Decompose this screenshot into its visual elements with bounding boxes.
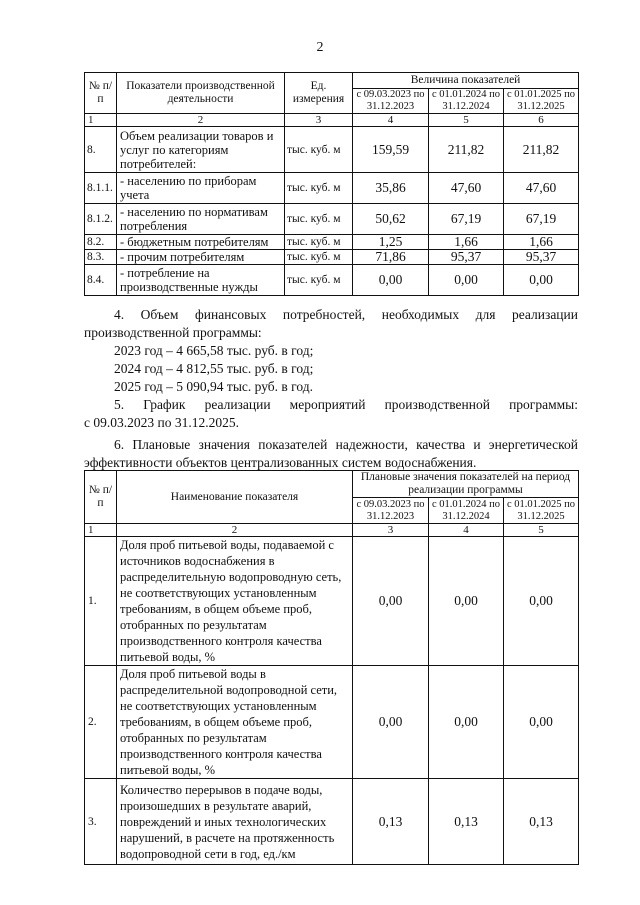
section-4-financial-needs bbox=[84, 306, 578, 396]
value-2025: 67,19 bbox=[504, 204, 579, 235]
reliability-indicators-table bbox=[84, 470, 579, 865]
row-unit: тыс. куб. м bbox=[285, 235, 353, 250]
section-5-schedule bbox=[84, 396, 578, 432]
section-4-title-line-1: 4. Объем финансовых потребностей, необходимых для реализации bbox=[114, 307, 578, 322]
value-2023: 71,86 bbox=[353, 250, 429, 265]
section-5-line-1: 5. График реализации мероприятий производственной программы: bbox=[114, 397, 578, 412]
row-name: Объем реализации товаров и услуг по категориям потребителей: bbox=[117, 127, 285, 173]
row-unit: тыс. куб. м bbox=[285, 265, 353, 296]
section-6-line-1: 6. Плановые значения показателей надежности, качества и энергетической bbox=[114, 437, 578, 452]
header-unit: Ед. измерения bbox=[285, 73, 353, 114]
col-number: 4 bbox=[353, 114, 429, 127]
row-number: 3. bbox=[85, 779, 117, 865]
col-number: 5 bbox=[429, 114, 504, 127]
table-row bbox=[85, 173, 579, 204]
row-number: 8.2. bbox=[85, 235, 117, 250]
section-4-item-2024: 2024 год – 4 812,55 тыс. руб. в год; bbox=[114, 361, 314, 376]
table-row bbox=[85, 204, 579, 235]
row-unit: тыс. куб. м bbox=[285, 204, 353, 235]
value-2025: 1,66 bbox=[504, 235, 579, 250]
col-number: 1 bbox=[85, 524, 117, 537]
table-row bbox=[85, 235, 579, 250]
col-number: 1 bbox=[85, 114, 117, 127]
production-indicators-table bbox=[84, 72, 579, 296]
value-2024: 47,60 bbox=[429, 173, 504, 204]
section-5-line-2: с 09.03.2023 по 31.12.2025. bbox=[84, 415, 239, 430]
value-2025: 211,82 bbox=[504, 127, 579, 173]
row-name: - населению по приборам учета bbox=[117, 173, 285, 204]
row-name: - прочим потребителям bbox=[117, 250, 285, 265]
col-number: 2 bbox=[117, 114, 285, 127]
value-2024: 211,82 bbox=[429, 127, 504, 173]
col-number: 5 bbox=[504, 524, 579, 537]
value-2023: 0,00 bbox=[353, 265, 429, 296]
header-indicator: Наименование показателя bbox=[117, 471, 353, 524]
row-unit: тыс. куб. м bbox=[285, 250, 353, 265]
row-number: 1. bbox=[85, 537, 117, 666]
table-row bbox=[85, 265, 579, 296]
header-period-2025: с 01.01.2025 по 31.12.2025 bbox=[504, 89, 579, 114]
page-number: 2 bbox=[316, 40, 324, 55]
value-2023: 159,59 bbox=[353, 127, 429, 173]
value-2025: 0,00 bbox=[504, 537, 579, 666]
value-2024: 0,13 bbox=[429, 779, 504, 865]
section-4-item-2025: 2025 год – 5 090,94 тыс. руб. в год. bbox=[114, 379, 313, 394]
value-2024: 95,37 bbox=[429, 250, 504, 265]
value-2023: 1,25 bbox=[353, 235, 429, 250]
value-2025: 0,13 bbox=[504, 779, 579, 865]
value-2024: 0,00 bbox=[429, 666, 504, 779]
row-name: - населению по нормативам потребления bbox=[117, 204, 285, 235]
col-number: 4 bbox=[429, 524, 504, 537]
row-number: 8.4. bbox=[85, 265, 117, 296]
header-no: № п/п bbox=[85, 471, 117, 524]
table-row bbox=[85, 537, 579, 666]
row-number: 8. bbox=[85, 127, 117, 173]
value-2025: 0,00 bbox=[504, 666, 579, 779]
value-2024: 0,00 bbox=[429, 537, 504, 666]
col-number: 6 bbox=[504, 114, 579, 127]
section-4-item-2023: 2023 год – 4 665,58 тыс. руб. в год; bbox=[114, 343, 314, 358]
table-row bbox=[85, 250, 579, 265]
col-number: 3 bbox=[285, 114, 353, 127]
header-period-2023: с 09.03.2023 по 31.12.2023 bbox=[353, 498, 429, 524]
header-no: № п/п bbox=[85, 73, 117, 114]
header-period-2025: с 01.01.2025 по 31.12.2025 bbox=[504, 498, 579, 524]
section-4-title-line-2: производственной программы: bbox=[84, 325, 262, 340]
value-2025: 0,00 bbox=[504, 265, 579, 296]
header-planned-values-group: Плановые значения показателей на период реализации программы bbox=[353, 471, 579, 498]
value-2025: 95,37 bbox=[504, 250, 579, 265]
header-period-2024: с 01.01.2024 по 31.12.2024 bbox=[429, 89, 504, 114]
header-period-2024: с 01.01.2024 по 31.12.2024 bbox=[429, 498, 504, 524]
value-2024: 0,00 bbox=[429, 265, 504, 296]
table-row bbox=[85, 666, 579, 779]
col-number: 2 bbox=[117, 524, 353, 537]
row-number: 2. bbox=[85, 666, 117, 779]
value-2023: 50,62 bbox=[353, 204, 429, 235]
value-2024: 1,66 bbox=[429, 235, 504, 250]
row-number: 8.1.1. bbox=[85, 173, 117, 204]
header-values-group: Величина показателей bbox=[353, 73, 579, 89]
row-number: 8.3. bbox=[85, 250, 117, 265]
col-number: 3 bbox=[353, 524, 429, 537]
table-row bbox=[85, 779, 579, 865]
value-2024: 67,19 bbox=[429, 204, 504, 235]
row-name: Доля проб питьевой воды в распределительной водопроводной сети, не соответствующих установленным требованиям, в общем объеме проб, отобранных по результатам производственного контроля качества питьевой воды, % bbox=[117, 666, 353, 779]
row-name: Количество перерывов в подаче воды, произошедших в результате аварий, повреждений и иных технологических нарушений, в расчете на протяженность водопроводной сети в год, ед./км bbox=[117, 779, 353, 865]
row-name: - бюджетным потребителям bbox=[117, 235, 285, 250]
table-row bbox=[85, 127, 579, 173]
header-indicator: Показатели производственной деятельности bbox=[117, 73, 285, 114]
section-6-reliability-indicators bbox=[84, 436, 578, 472]
row-name: - потребление на производственные нужды bbox=[117, 265, 285, 296]
value-2023: 35,86 bbox=[353, 173, 429, 204]
value-2023: 0,00 bbox=[353, 537, 429, 666]
row-name: Доля проб питьевой воды, подаваемой с источников водоснабжения в распределительную водопроводную сеть, не соответствующих установленным требованиям, в общем объеме проб, отобранных по результатам производственного контроля качества питьевой воды, % bbox=[117, 537, 353, 666]
row-unit: тыс. куб. м bbox=[285, 127, 353, 173]
value-2023: 0,13 bbox=[353, 779, 429, 865]
row-unit: тыс. куб. м bbox=[285, 173, 353, 204]
section-6-line-2: эффективности объектов централизованных систем водоснабжения. bbox=[84, 455, 477, 470]
header-period-2023: с 09.03.2023 по 31.12.2023 bbox=[353, 89, 429, 114]
value-2025: 47,60 bbox=[504, 173, 579, 204]
row-number: 8.1.2. bbox=[85, 204, 117, 235]
value-2023: 0,00 bbox=[353, 666, 429, 779]
